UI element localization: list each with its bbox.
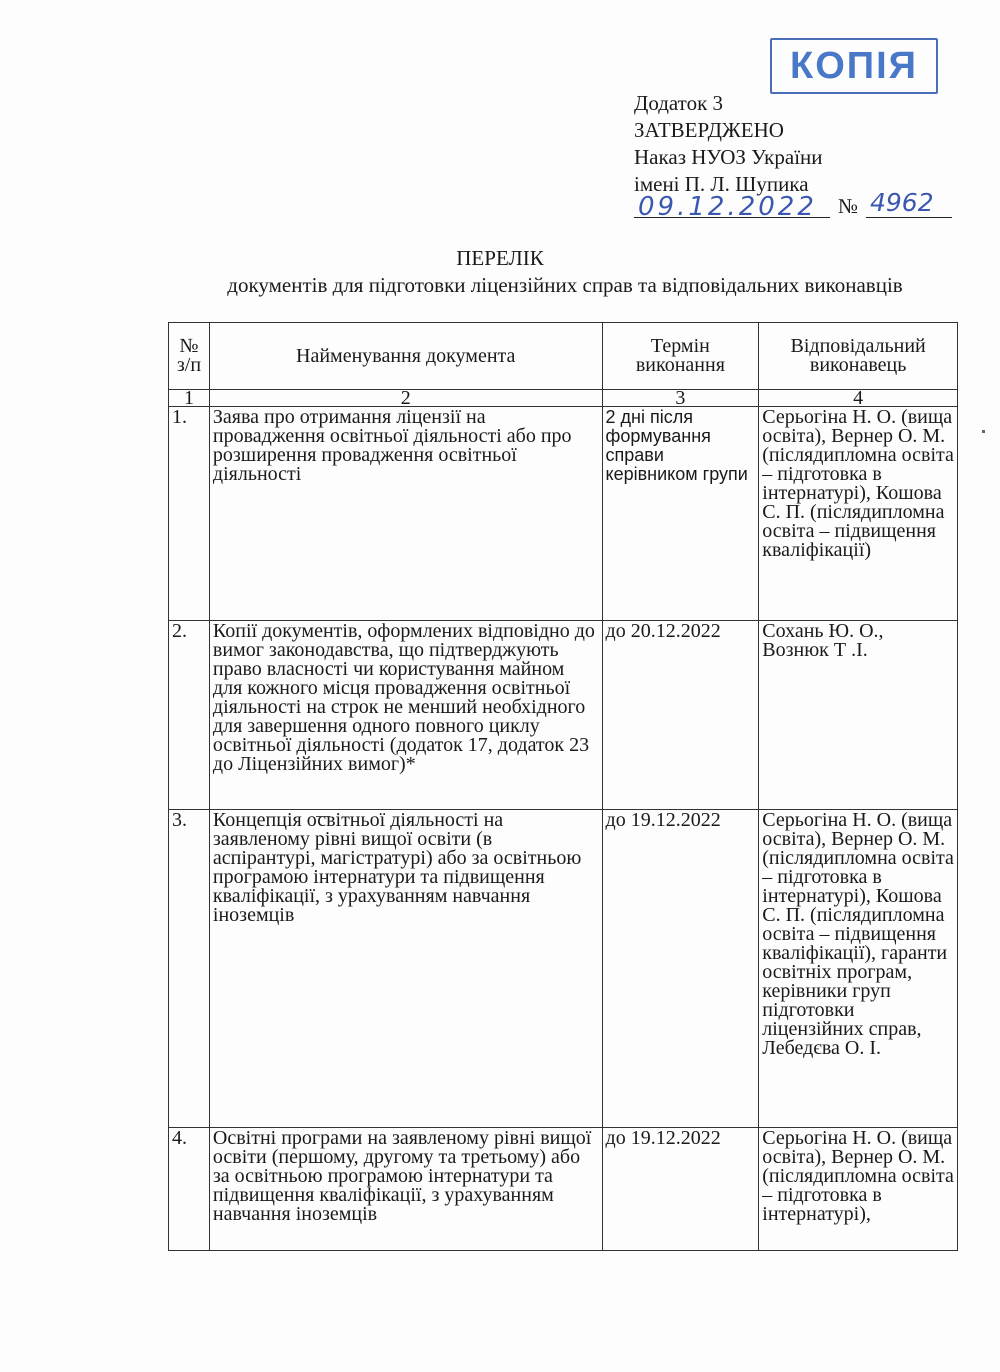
column-number: 1: [169, 390, 210, 407]
table-row: [169, 1128, 958, 1251]
scan-dot: [982, 430, 985, 433]
table-row: [169, 407, 958, 621]
row-executor: Серьогіна Н. О. (вища освіта), Вернер О. М. (післядипломна освіта – підготовка в інтернатурі),: [759, 1128, 958, 1251]
order-line: Наказ НУОЗ України: [634, 145, 823, 169]
table-row: [169, 810, 958, 1128]
document-title: ПЕРЕЛІК: [456, 246, 544, 270]
scan-mark: [316, 816, 330, 817]
row-term: до 19.12.2022: [602, 1128, 759, 1251]
row-document-name: Освітні програми на заявленому рівні вищої освіти (першому, другому та третьому) або за освітньою програмою інтернатури та підвищення кваліфікації, з урахуванням навчання іноземців: [209, 1128, 602, 1251]
row-number: 2.: [169, 621, 210, 810]
row-term: до 19.12.2022: [602, 810, 759, 1128]
table-header-row: [169, 323, 958, 390]
row-term: до 20.12.2022: [602, 621, 759, 810]
row-number: 3.: [169, 810, 210, 1128]
column-number: 2: [209, 390, 602, 407]
header-term: Термін виконання: [602, 323, 759, 390]
header-document-name: Найменування документа: [209, 323, 602, 390]
row-document-name: Заява про отримання ліцензії на провадження освітньої діяльності або про розширення провадження освітньої діяльності: [209, 407, 602, 621]
row-document-name: Копії документів, оформлених відповідно до вимог законодавства, що підтверджують право власності чи користування майном для кожного місця провадження освітньої діяльності на строк не менший необхідного для завершення одного повного циклу освітньої діяльності (додаток 17, додаток 23 до Ліцензійних вимог)*: [209, 621, 602, 810]
documents-table: [168, 322, 958, 1251]
column-number-row: [169, 390, 958, 407]
row-number: 1.: [169, 407, 210, 621]
number-sign: №: [838, 194, 859, 218]
approved-line: ЗАТВЕРДЖЕНО: [634, 118, 784, 142]
header-executor: Відповідальний виконавець: [759, 323, 958, 390]
row-executor: Серьогіна Н. О. (вища освіта), Вернер О. М. (післядипломна освіта – підготовка в інтернатурі), Кошова С. П. (післядипломна освіта – підвищення кваліфікації): [759, 407, 958, 621]
university-line: імені П. Л. Шупика: [634, 172, 809, 196]
row-executor: Серьогіна Н. О. (вища освіта), Вернер О. М. (післядипломна освіта – підготовка в інтернатурі), Кошова С. П. (післядипломна освіта – підвищення кваліфікації), гаранти освітніх програм, керівники груп підготовки ліцензійних справ, Лебедєва О. І.: [759, 810, 958, 1128]
handwritten-date: 09.12.2022: [638, 192, 817, 222]
row-executor: Сохань Ю. О., Вознюк Т .І.: [759, 621, 958, 810]
header-number: № з/п: [169, 323, 210, 390]
row-number: 4.: [169, 1128, 210, 1251]
row-term: 2 дні після формування справи керівником групи: [602, 407, 759, 621]
date-underline: [634, 217, 830, 218]
handwritten-number: 4962: [870, 188, 934, 217]
copy-stamp-text: КОПІЯ: [790, 44, 918, 87]
order-date-number: [634, 188, 954, 222]
appendix-line: Додаток 3: [634, 91, 724, 115]
document-subtitle: документів для підготовки ліцензійних справ та відповідальних виконавців: [227, 273, 903, 297]
table-row: [169, 621, 958, 810]
copy-stamp: [770, 38, 938, 94]
number-underline: [866, 217, 952, 218]
column-number: 4: [759, 390, 958, 407]
row-document-name: Концепція освітньої діяльності на заявленому рівні вищої освіти (в аспірантурі, магістратурі) або за освітньою програмою інтернатури та підвищення кваліфікації, з урахуванням навчання іноземців: [209, 810, 602, 1128]
approval-block: [634, 90, 823, 198]
column-number: 3: [602, 390, 759, 407]
